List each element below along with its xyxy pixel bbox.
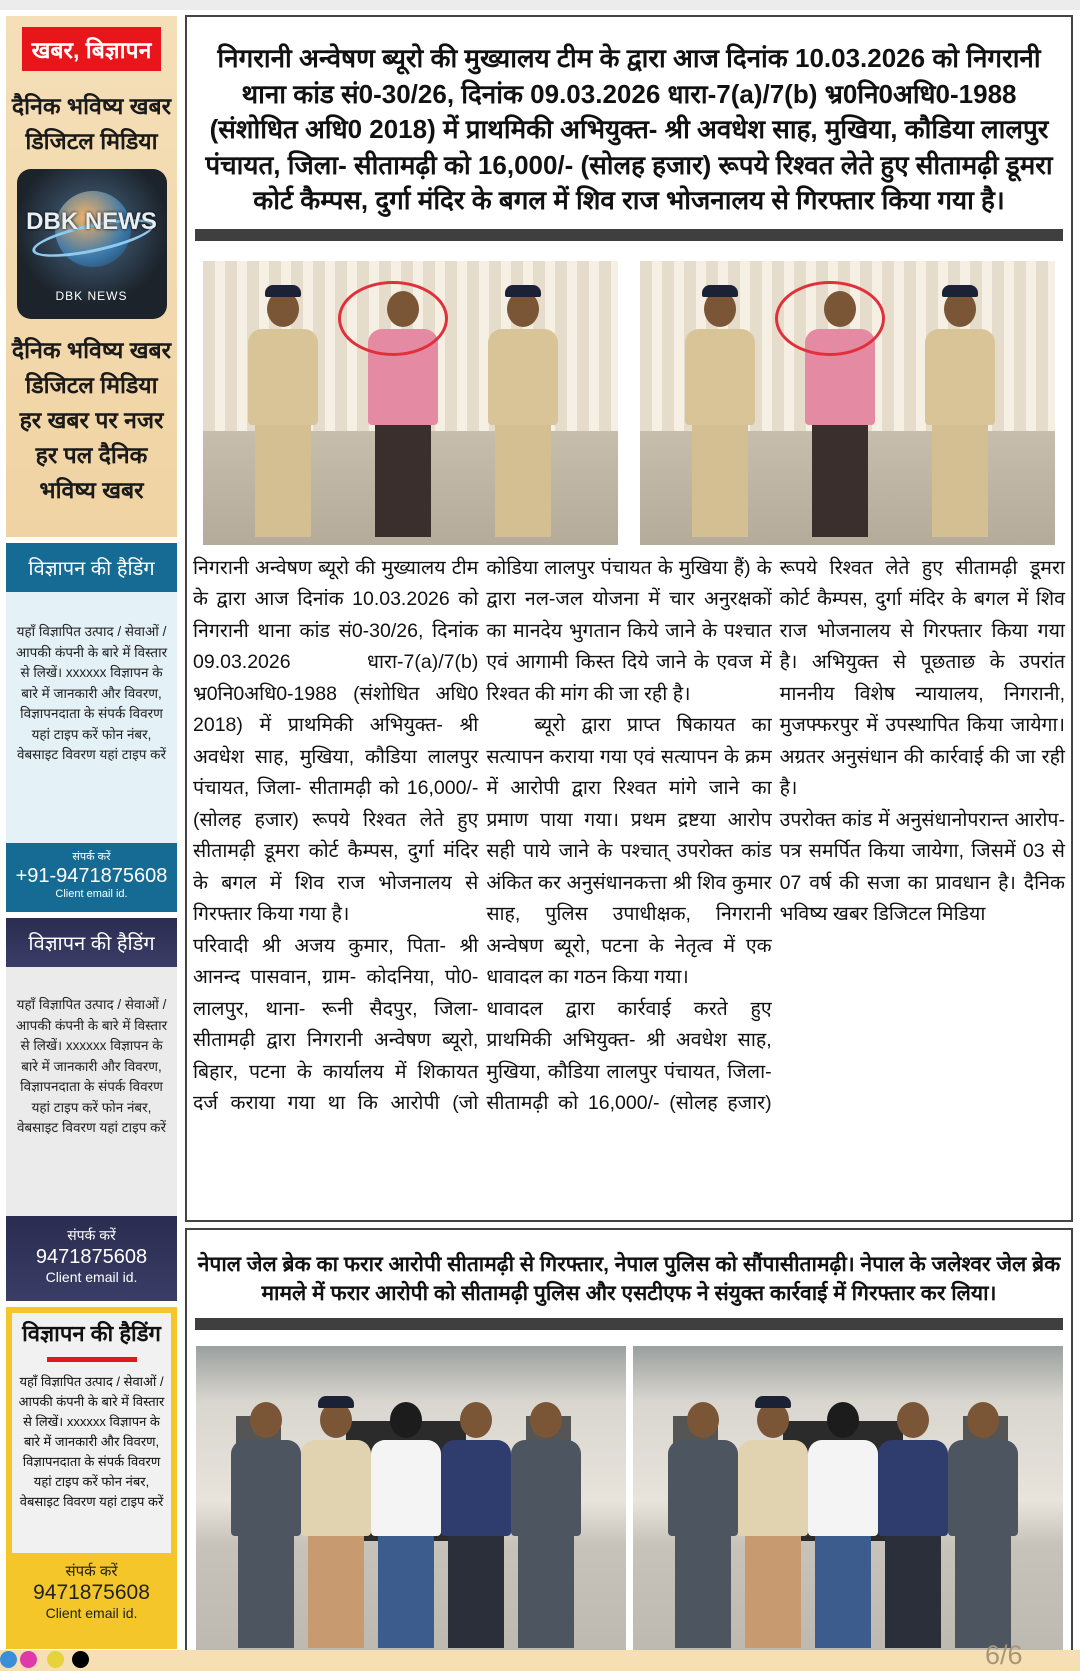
divider	[47, 1357, 137, 1362]
tagline	[6, 333, 177, 508]
torso	[511, 1440, 581, 1536]
ad-contact[interactable]	[6, 1216, 177, 1301]
head	[897, 1402, 929, 1438]
contact-phone[interactable]: 9471875608	[35, 1246, 148, 1268]
tagline-line: दैनिक भविष्य खबर	[11, 337, 172, 363]
torso	[878, 1440, 948, 1536]
highlight-circle	[338, 281, 448, 356]
contact-phone[interactable]: +91-9471875608	[15, 865, 168, 887]
legs	[378, 1536, 434, 1648]
paragraph: धावादल द्वारा कार्रवाई करते हुए प्राथमिकी अभियुक्त- श्री अवधेश साह, मुखिया, कौडिया लालपुर पंचायत, जिला- सीतामढ़ी को 16,000/- (सोलह हजार) रूपये रिश्वत लेते हुए सीतामढ़ी डूमरा कोर्ट कैम्पस, दुर्गा मंदिर के बगल में शिव राज भोजनालय से गिरफ्तार किया गया है। अभियुक्त से पूछताछ के उपरांत माननीय विशेष न्यायालय, निगरानी, मुजफ्फरपुर में उपस्थापित किया जायेगा। अग्रतर अनुसंधान की कार्रवाई की जा रही है।	[486, 556, 1065, 1114]
torso	[488, 329, 558, 425]
cap	[755, 1396, 791, 1408]
legs	[815, 1536, 871, 1648]
cap	[318, 1396, 354, 1408]
page-indicator: 6/6	[985, 1640, 1023, 1670]
ad-yellow	[6, 1307, 177, 1649]
color-dot	[47, 1651, 64, 1668]
legs	[932, 425, 988, 537]
legs	[255, 425, 311, 537]
accused-figure	[808, 1402, 878, 1648]
top-strip	[0, 0, 1080, 10]
legs	[885, 1536, 941, 1648]
logo-subtitle: DBK NEWS	[55, 289, 128, 303]
officer-figure	[488, 285, 558, 537]
cap	[505, 285, 541, 297]
cap	[942, 285, 978, 297]
arrest-photo[interactable]	[640, 261, 1055, 545]
contact-label: संपर्क करें	[65, 1563, 118, 1580]
stf-figure	[668, 1402, 738, 1648]
article-body	[187, 545, 1071, 1145]
photo-row	[187, 1330, 1071, 1656]
torso	[685, 329, 755, 425]
contact-phone[interactable]: 9471875608	[33, 1581, 150, 1604]
arrest-photo[interactable]	[633, 1346, 1063, 1656]
color-dot	[20, 1651, 37, 1668]
legs	[448, 1536, 504, 1648]
ad-contact[interactable]	[6, 843, 177, 912]
legs	[745, 1536, 801, 1648]
stf-figure	[948, 1402, 1018, 1648]
contact-email[interactable]: Client email id.	[45, 1269, 138, 1285]
color-dot	[72, 1651, 89, 1668]
cap	[702, 285, 738, 297]
paragraph: उपरोक्त कांड में अनुसंधानोपरान्त आरोप-पत्र समर्पित किया जायेगा, जिसमें 03 से 07 वर्ष की सजा का प्रावधान है। दैनिक भविष्य खबर डिजिटल मिडिया	[779, 808, 1065, 925]
color-dot	[0, 1651, 17, 1668]
torso	[925, 329, 995, 425]
brand-line: डिजिटल मिडिया	[25, 128, 158, 154]
torso	[231, 1440, 301, 1536]
legs	[375, 425, 431, 537]
civilian-figure	[878, 1402, 948, 1648]
legs	[518, 1536, 574, 1648]
cap	[265, 285, 301, 297]
ad-body: यहाँ विज्ञापित उत्पाद / सेवाओं / आपकी कंपनी के बारे में विस्तार से लिखें। xxxxxx विज्ञापन के बारे में जानकारी और विवरण, विज्ञापनदाता के संपर्क विवरण यहां टाइप करें फोन नंबर, वेबसाइट विवरण यहां टाइप करें	[6, 967, 177, 1216]
accused-figure	[371, 1402, 441, 1648]
ad-body: यहाँ विज्ञापित उत्पाद / सेवाओं / आपकी कंपनी के बारे में विस्तार से लिखें। xxxxxx विज्ञापन के बारे में जानकारी और विवरण, विज्ञापनदाता के संपर्क विवरण यहां टाइप करें फोन नंबर, वेबसाइट विवरण यहां टाइप करें	[18, 1374, 165, 1509]
tagline-line: भविष्य खबर	[39, 477, 144, 503]
divider-bar	[195, 1318, 1063, 1330]
article-headline: निगरानी अन्वेषण ब्यूरो की मुख्यालय टीम के द्वारा आज दिनांक 10.03.2026 को निगरानी थाना कांड सं0-30/26, दिनांक 09.03.2026 धारा-7(a)/7(b) भ्र0नि0अधि0-1988 (संशोधित अधि0 2018) में प्राथमिकी अभियुक्त- श्री अवधेश साह, मुखिया, कौडिया लालपुर पंचायत, जिला- सीतामढ़ी को 16,000/- (सोलह हजार) रूपये रिश्वत लेते हुए सीतामढ़ी डूमरा कोर्ट कैम्पस, दुर्गा मंदिर के बगल में शिव राज भोजनालय से गिरफ्तार किया गया है।	[205, 43, 1053, 215]
paragraph: ब्यूरो द्वारा प्राप्त षिकायत का सत्यापन कराया गया एवं सत्यापन के क्रम में आरोपी द्वारा रिश्वत मांगे जाने का प्रमाण पाया गया। प्रथम द्रष्टया आरोप सही पाये जाने के पश्चात् उपरोक्त कांड अंकित कर अनुसंधानकत्ता श्री शिव कुमार साह, पुलिस उपाधीक्षक, निगरानी अन्वेषण ब्यूरो, पटना के नेतृत्व में एक धावादल का गठन किया गया।	[486, 714, 772, 988]
ad-contact[interactable]	[12, 1553, 171, 1621]
torso	[441, 1440, 511, 1536]
legs	[675, 1536, 731, 1648]
news-ad-label: खबर, बिज्ञापन	[22, 27, 162, 71]
arrest-photo[interactable]	[196, 1346, 626, 1656]
officer-figure	[301, 1396, 371, 1648]
legs	[308, 1536, 364, 1648]
torso	[301, 1440, 371, 1536]
contact-email[interactable]: Client email id.	[45, 1605, 138, 1621]
officer-figure	[248, 285, 318, 537]
legs	[238, 1536, 294, 1648]
legs	[812, 425, 868, 537]
torso	[248, 329, 318, 425]
paragraph: परिवादी श्री अजय कुमार, पिता- श्री आनन्द पासवान, ग्राम- कोदनिया, पो0- लालपुर, थाना- रूनी सैदपुर, जिला- सीतामढ़ी द्वारा निगरानी अन्वेषण ब्यूरो, बिहार, पटना के कार्यालय में शिकायत दर्ज कराया गया था कि आरोपी (जो कोडिया लालपुर पंचायत के मुखिया हैं) के द्वारा नल-जल योजना में चार अनुरक्षकों का मानदेय भुगतान किये जाने के पश्चात एवं आगामी किस्त दिये जाने के एवज में रिश्वत की मांग की जा रही है।	[193, 556, 772, 1114]
legs	[955, 1536, 1011, 1648]
torso	[948, 1440, 1018, 1536]
ad-heading: विज्ञापन की हैडिंग	[22, 1321, 161, 1346]
contact-label: संपर्क करें	[72, 851, 111, 863]
head	[827, 1402, 859, 1438]
paragraph: निगरानी अन्वेषण ब्यूरो की मुख्यालय टीम के द्वारा आज दिनांक 10.03.2026 को निगरानी थाना कांड सं0-30/26, दिनांक 09.03.2026 धारा-7(a)/7(b) भ्र0नि0अधि0-1988 (संशोधित अधि0 2018) में प्राथमिकी अभियुक्त- श्री अवधेश साह, मुखिया, कौडिया लालपुर पंचायत, जिला- सीतामढ़ी को 16,000/- (सोलह हजार) रूपये रिश्वत लेते हुए सीतामढ़ी डूमरा कोर्ट कैम्पस, दुर्गा मंदिर के बगल में शिव राज भोजनालय से गिरफ्तार किया गया है।	[193, 556, 479, 925]
torso	[808, 1440, 878, 1536]
legs	[495, 425, 551, 537]
head	[390, 1402, 422, 1438]
torso	[738, 1440, 808, 1536]
torso	[668, 1440, 738, 1536]
head	[687, 1402, 719, 1438]
tagline-line: हर खबर पर नजर	[19, 407, 164, 433]
stf-figure	[511, 1402, 581, 1648]
contact-email[interactable]: Client email id.	[55, 888, 128, 900]
brand-box	[6, 16, 177, 537]
brand-name	[6, 89, 177, 159]
tagline-line: डिजिटल मिडिया	[25, 372, 158, 398]
torso	[371, 1440, 441, 1536]
divider-bar	[195, 229, 1063, 241]
stf-figure	[231, 1402, 301, 1648]
article-bribery-arrest	[185, 15, 1073, 1222]
bottom-bar	[0, 1650, 1080, 1671]
ad-body: यहाँ विज्ञापित उत्पाद / सेवाओं / आपकी कंपनी के बारे में विस्तार से लिखें। xxxxxx विज्ञापन के बारे में जानकारी और विवरण, विज्ञापनदाता के संपर्क विवरण यहां टाइप करें फोन नंबर, वेबसाइट विवरण यहां टाइप करें	[6, 592, 177, 843]
head	[460, 1402, 492, 1438]
arrest-photo[interactable]	[203, 261, 618, 545]
ad-yellow-inner	[12, 1313, 171, 1553]
highlight-circle	[775, 281, 885, 356]
legs	[692, 425, 748, 537]
sidebar	[6, 16, 177, 1649]
ad-heading: विज्ञापन की हैडिंग	[6, 918, 177, 967]
civilian-figure	[441, 1402, 511, 1648]
dbk-news-logo	[17, 169, 167, 319]
ad-heading: विज्ञापन की हैडिंग	[6, 543, 177, 592]
brand-line: दैनिक भविष्य खबर	[11, 93, 172, 119]
photo-row	[187, 241, 1071, 545]
contact-label: संपर्क करें	[67, 1227, 116, 1243]
article-headline: नेपाल जेल ब्रेक का फरार आरोपी सीतामढ़ी से गिरफ्तार, नेपाल पुलिस को सौंपासीतामढ़ी। नेपाल के जलेश्वर जेल ब्रेक मामले में फरार आरोपी को सीतामढ़ी पुलिस और एसटीएफ ने संयुक्त कार्रवाई में गिरफ्तार कर लिया।	[197, 1253, 1061, 1305]
officer-figure	[685, 285, 755, 537]
head	[250, 1402, 282, 1438]
tagline-line: हर पल दैनिक	[35, 442, 148, 468]
article-nepal-jailbreak	[185, 1228, 1073, 1658]
officer-figure	[925, 285, 995, 537]
head	[967, 1402, 999, 1438]
officer-figure	[738, 1396, 808, 1648]
logo-title: DBK NEWS	[26, 208, 157, 235]
head	[530, 1402, 562, 1438]
